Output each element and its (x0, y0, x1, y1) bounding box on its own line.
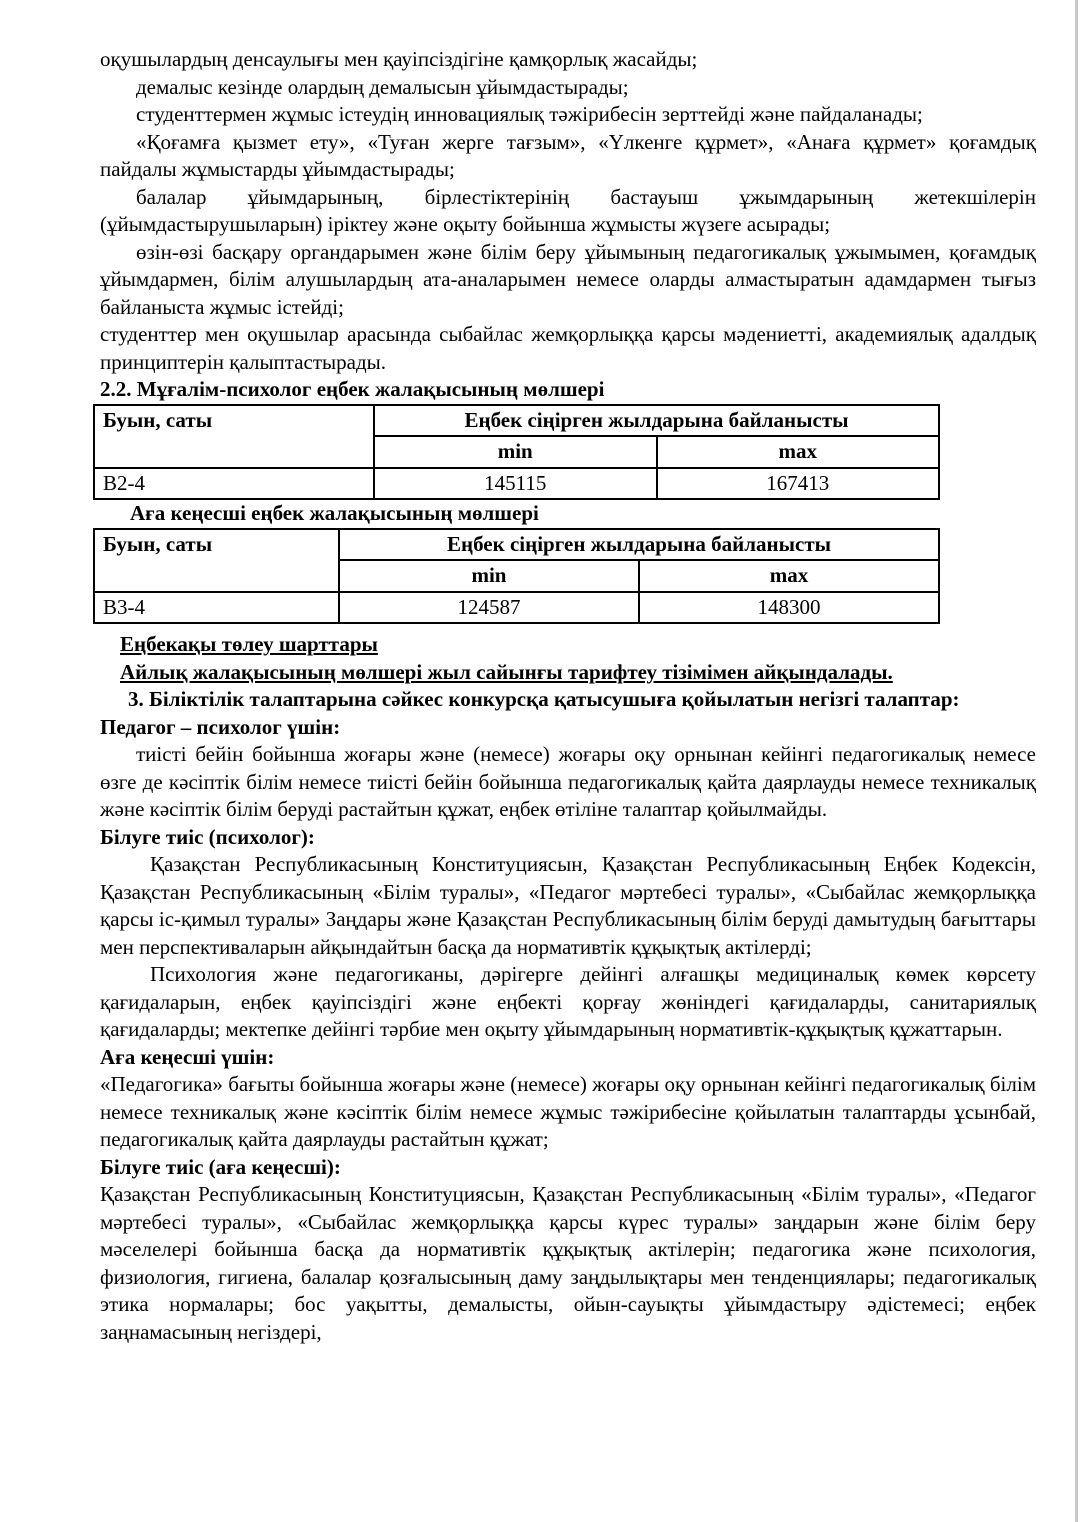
cell-min-value: 124587 (339, 592, 639, 624)
body-paragraph: демалыс кезінде олардың демалысын ұйымдастырады; (136, 74, 629, 99)
table-header-min: min (374, 436, 657, 468)
salary-table-counselor (93, 528, 940, 625)
pedagog-psychologist-heading: Педагог – психолог үшін: (100, 714, 341, 739)
body-paragraph: тиісті бейін бойынша жоғары және (немесе) жоғары оқу орнынан кейінгі педагогикалық немесе өзге де кәсіптік білім немесе тиісті бейін бойынша педагогикалық қайта даярлауды немесе техникалық және кәсіптік білім беруді растайтын құжат, еңбек өтіліне талаптар қойылмайды. (100, 742, 1036, 821)
page-edge-line (1075, 0, 1078, 1522)
table-header-grade: Буын, саты (94, 405, 374, 468)
body-paragraph: Қазақстан Республикасының Конституциясын, Қазақстан Республикасының «Білім туралы», «Педагог мәртебесі туралы», «Сыбайлас жемқорлыққа қарсы күрес туралы» заңдарын және білім беру мәселелері бойынша басқа да нормативтік құқықтық актілерін; педагогика және психология, физиология, гигиена, балалар қозғалысының даму заңдылықтары мен тенденциялары; педагогикалық этика нормалары; бос уақытты, демалысты, ойын-сауықты ұйымдастыру әдістемесі; еңбек заңнамасының негіздері, (100, 1182, 1036, 1344)
body-paragraph: «Қоғамға қызмет ету», «Туған жерге тағзым», «Үлкенге құрмет», «Анаға құрмет» қоғамдық пайдалы жұмыстарды ұйымдастырады; (100, 129, 1036, 181)
table-header-max: max (639, 560, 939, 592)
table-header-row (94, 405, 939, 437)
body-paragraph: оқушылардың денсаулығы мен қауіпсіздігіне қамқорлық жасайды; (100, 47, 698, 71)
pay-terms-text: Айлық жалақысының мөлшері жыл сайынғы тарифтеу тізімімен айқындалады. (120, 659, 893, 684)
body-paragraph: Қазақстан Республикасының Конституциясын, Қазақстан Республикасының Еңбек Кодексін, Қазақстан Республикасының «Білім туралы», «Педагог мәртебесі туралы», «Сыбайлас жемқорлыққа қарсы іс-қимыл туралы» Заңдары және Қазақстан Республикасының білім беруді дамытудың бағыттары мен перспективаларын айқындайтын басқа да нормативтік құқықтық актілерді; (100, 852, 1036, 959)
table-header-group: Еңбек сіңірген жылдарына байланысты (374, 405, 939, 437)
know-psychologist-heading: Білуге тиіс (психолог): (100, 824, 315, 849)
cell-grade: В3-4 (94, 592, 339, 624)
cell-max-value: 148300 (639, 592, 939, 624)
table-header-min: min (339, 560, 639, 592)
body-paragraph: өзін-өзі басқару органдарымен және білім беру ұйымының педагогикалық ұжымымен, қоғамдық ұйымдармен, білім алушылардың ата-аналарымен немесе оларды алмастыратын адамдармен тығыз байланыста жұмыс істейді; (100, 239, 1036, 319)
table-header-max: max (657, 436, 940, 468)
body-paragraph: «Педагогика» бағыты бойынша жоғары және (немесе) жоғары оқу орнынан кейінгі педагогикалық білім немесе техникалық және кәсіптік білім немесе жұмыс тәжірибесіне қойылатын талаптарды ұсынбай, педагогикалық қайта даярлауды растайтын құжат; (100, 1072, 1036, 1151)
senior-counselor-heading: Аға кеңесші үшін: (100, 1044, 275, 1069)
table-row (94, 468, 939, 500)
table-row (94, 592, 939, 624)
salary-table-psychologist (93, 404, 940, 501)
body-paragraph: студенттер мен оқушылар арасында сыбайлас жемқорлыққа қарсы мәдениетті, академиялық адалдық принциптерін қалыптастырады. (100, 322, 1036, 374)
body-paragraph: студенттермен жұмыс істеудің инновациялық тәжірибесін зерттейді және пайдаланады; (136, 102, 923, 126)
cell-grade: В2-4 (94, 468, 374, 500)
section-3-heading: 3. Біліктілік талаптарына сәйкес конкурсқа қатысушыға қойылатын негізгі талаптар: (128, 687, 960, 711)
table-header-grade: Буын, саты (94, 529, 339, 592)
cell-min-value: 145115 (374, 468, 657, 500)
counselor-table-heading: Аға кеңесші еңбек жалақысының мөлшері (130, 501, 539, 525)
table-header-group: Еңбек сіңірген жылдарына байланысты (339, 529, 939, 561)
cell-max-value: 167413 (657, 468, 940, 500)
table-header-row (94, 529, 939, 561)
body-paragraph: балалар ұйымдарының, бірлестіктерінің бастауыш ұжымдарының жетекшілерін (ұйымдастырушыларын) іріктеу және оқыту бойынша жұмысты жүзеге асырады; (100, 184, 1036, 236)
know-counselor-heading: Білуге тиіс (аға кеңесші): (100, 1154, 341, 1179)
section-2-2-heading: 2.2. Мұғалім-психолог еңбек жалақысының мөлшері (100, 377, 605, 401)
body-paragraph: Психология және педагогиканы, дәрігерге дейінгі алғашқы медициналық көмек көрсету қағидаларын, еңбек қауіпсіздігі және еңбекті қорғау жөніндегі қағидаларды, санитариялық қағидаларды; мектепке дейінгі тәрбие мен оқыту ұйымдарының нормативтік-құқықтық құжаттарын. (100, 962, 1036, 1041)
document-content (100, 46, 1036, 1346)
pay-terms-heading: Еңбекақы төлеу шарттары (120, 632, 378, 656)
